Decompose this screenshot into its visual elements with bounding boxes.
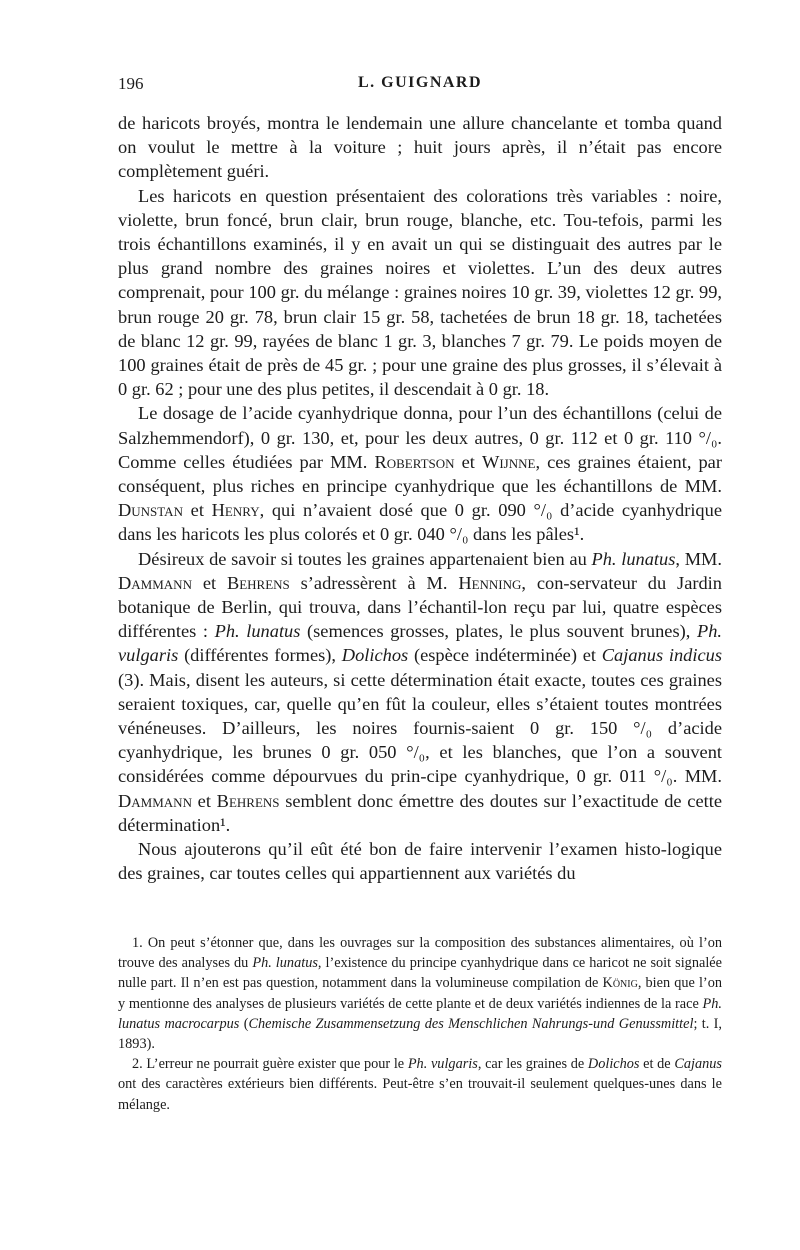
species-name: Ph. vulgaris [407,1056,478,1073]
text-segment: et [190,500,204,521]
author-name: Dammann [118,790,192,811]
text-segment: semblent donc émettre des doutes sur l’exactitude de cette détermination¹. [118,790,723,835]
text-segment: , qui n’avaient dosé que 0 gr. 090 °/₀ d’acide cyanhydrique dans les haricots les plus colorés et 0 gr. 040 °/₀ dans les pâles¹. [118,500,722,545]
author-name: Henning [458,572,522,593]
author-name: Wijnne [481,451,536,472]
text-segment: et [461,451,475,472]
page-header [118,74,722,96]
paragraph-species-identification [118,547,722,837]
species-name: Dolichos [341,645,409,666]
paragraph-continuation: de haricots broyés, montra le lendemain une allure chancelante et tomba quand on voulut le mettre à la voiture ; huit jours après, il n’était pas encore complètement guéri. [118,113,722,182]
running-title: L. GUIGNARD [357,74,483,91]
species-name: Ph. lunatus [252,955,318,972]
author-name: Behrens [226,572,290,593]
species-name: Ph. lunatus [591,548,676,569]
author-name: Behrens [216,790,280,811]
text-segment: (différentes formes), [184,645,337,666]
paragraph-acid-assay [118,401,722,546]
author-name: Henry [211,500,260,521]
text-segment: , bien que l’on y mentionne des analyses de plusieurs variétés de cette plante et de deux variétés indiennes de la race [118,975,722,1012]
text-segment: , ces graines étaient, par conséquent, plus riches en principe cyanhydrique que les échantillons de MM. [118,451,722,497]
species-name: Cajanus indicus [601,645,722,666]
text-segment: (3). Mais, disent les auteurs, si cette détermination était exacte, toutes ces graines seraient toxiques, car, quelle qu’en fût la couleur, elles s’étaient toutes montrées vénéneuses. D’ailleurs, les noires fournis-saient 0 gr. 150 °/₀ d’acide cyanhydrique, les brunes 0 gr. 050 °/₀, et les blanches, que l’on a souvent considérées comme dépourvues du prin-cipe cyanhydrique, 0 gr. 011 °/₀. MM. [118,669,722,787]
text-segment: , con-servateur du Jardin botanique de Berlin, qui trouva, dans l’échantil-lon reçu par lui, quatre espèces différentes : [118,572,722,642]
text-segment: 1. On peut s’étonner que, dans les ouvrages sur la composition des substances alimentaires, où l’on trouve des analyses du [118,935,722,972]
author-name: König [602,975,638,992]
text-segment: , MM. [675,548,722,569]
text-segment: Le dosage de l’acide cyanhydrique donna, pour l’un des échantillons (celui de Salzhemmendorf), 0 gr. 130, et, pour les deux autres, 0 gr. 112 et 0 gr. 110 °/₀. Comme celles étudiées par MM. [118,403,722,472]
author-name: Dunstan [118,500,183,521]
species-name: Ph. vulgaris [118,621,722,666]
text-segment: Désireux de savoir si toutes les graines appartenaient bien au [138,548,587,569]
text-segment: et [197,790,211,811]
author-name: Robertson [374,451,455,472]
species-name: Ph. lunatus macrocarpus [118,995,722,1032]
text-segment: ont des caractères extérieurs bien différents. Peut-être s’en trouvait-il seulement quelques-unes dans le mélange. [118,1076,722,1113]
main-text [118,111,722,886]
species-name: Dolichos [587,1056,640,1073]
text-segment: et [202,572,217,593]
text-segment: (espèce indéterminée) et [413,645,597,666]
text-segment: et de [643,1056,671,1073]
species-name: Cajanus [674,1056,722,1073]
page-number: 196 [118,74,144,93]
text-segment: s’adressèrent à M. [300,572,448,593]
species-name: Ph. lunatus [214,621,301,642]
footnote-2 [118,1054,722,1115]
text-segment: , car les graines de [477,1056,585,1073]
text-segment: , l’existence du principe cyanhydrique dans ce haricot ne soit signalée nulle part. Il n’en est pas question, notamment dans la volumineuse compilation de [118,955,722,992]
text-segment: ( [243,1015,249,1032]
book-title: Chemische Zusammensetzung des Menschlichen Nahrungs-und Genussmittel [248,1015,694,1032]
paragraph-bean-colors: Les haricots en question présentaient des colorations très variables : noire, violette, brun foncé, brun clair, brun rouge, blanche, etc. Tou-tefois, parmi les trois échantillons examinés, il y en avait un qui se distinguait des autres par le plus grand nombre des graines noires et violettes. L’un des deux autres comprenait, pour 100 gr. du mélange : graines noires 10 gr. 39, violettes 12 gr. 99, brun rouge 20 gr. 78, brun clair 15 gr. 58, tachetées de brun 18 gr. 18, tachetées de blanc 12 gr. 99, rayées de blanc 1 gr. 3, blanches 7 gr. 79. Le poids moyen de 100 graines était de près de 45 gr. ; pour une graine des plus grosses, il s’élevait à 0 gr. 62 ; pour une des plus petites, il descendait à 0 gr. 18. [118,185,722,400]
text-segment: ; t. I, 1893). [118,1015,722,1053]
author-name: Dammann [118,572,192,593]
text-segment: (semences grosses, plates, le plus souvent brunes), [307,621,691,642]
paragraph-histology: Nous ajouterons qu’il eût été bon de faire intervenir l’examen histo-logique des graines, car toutes celles qui appartiennent aux variétés du [118,839,722,884]
footnote-1 [118,933,722,1054]
footnotes [118,933,722,1115]
text-segment: 2. L’erreur ne pourrait guère exister que pour le [132,1056,405,1073]
